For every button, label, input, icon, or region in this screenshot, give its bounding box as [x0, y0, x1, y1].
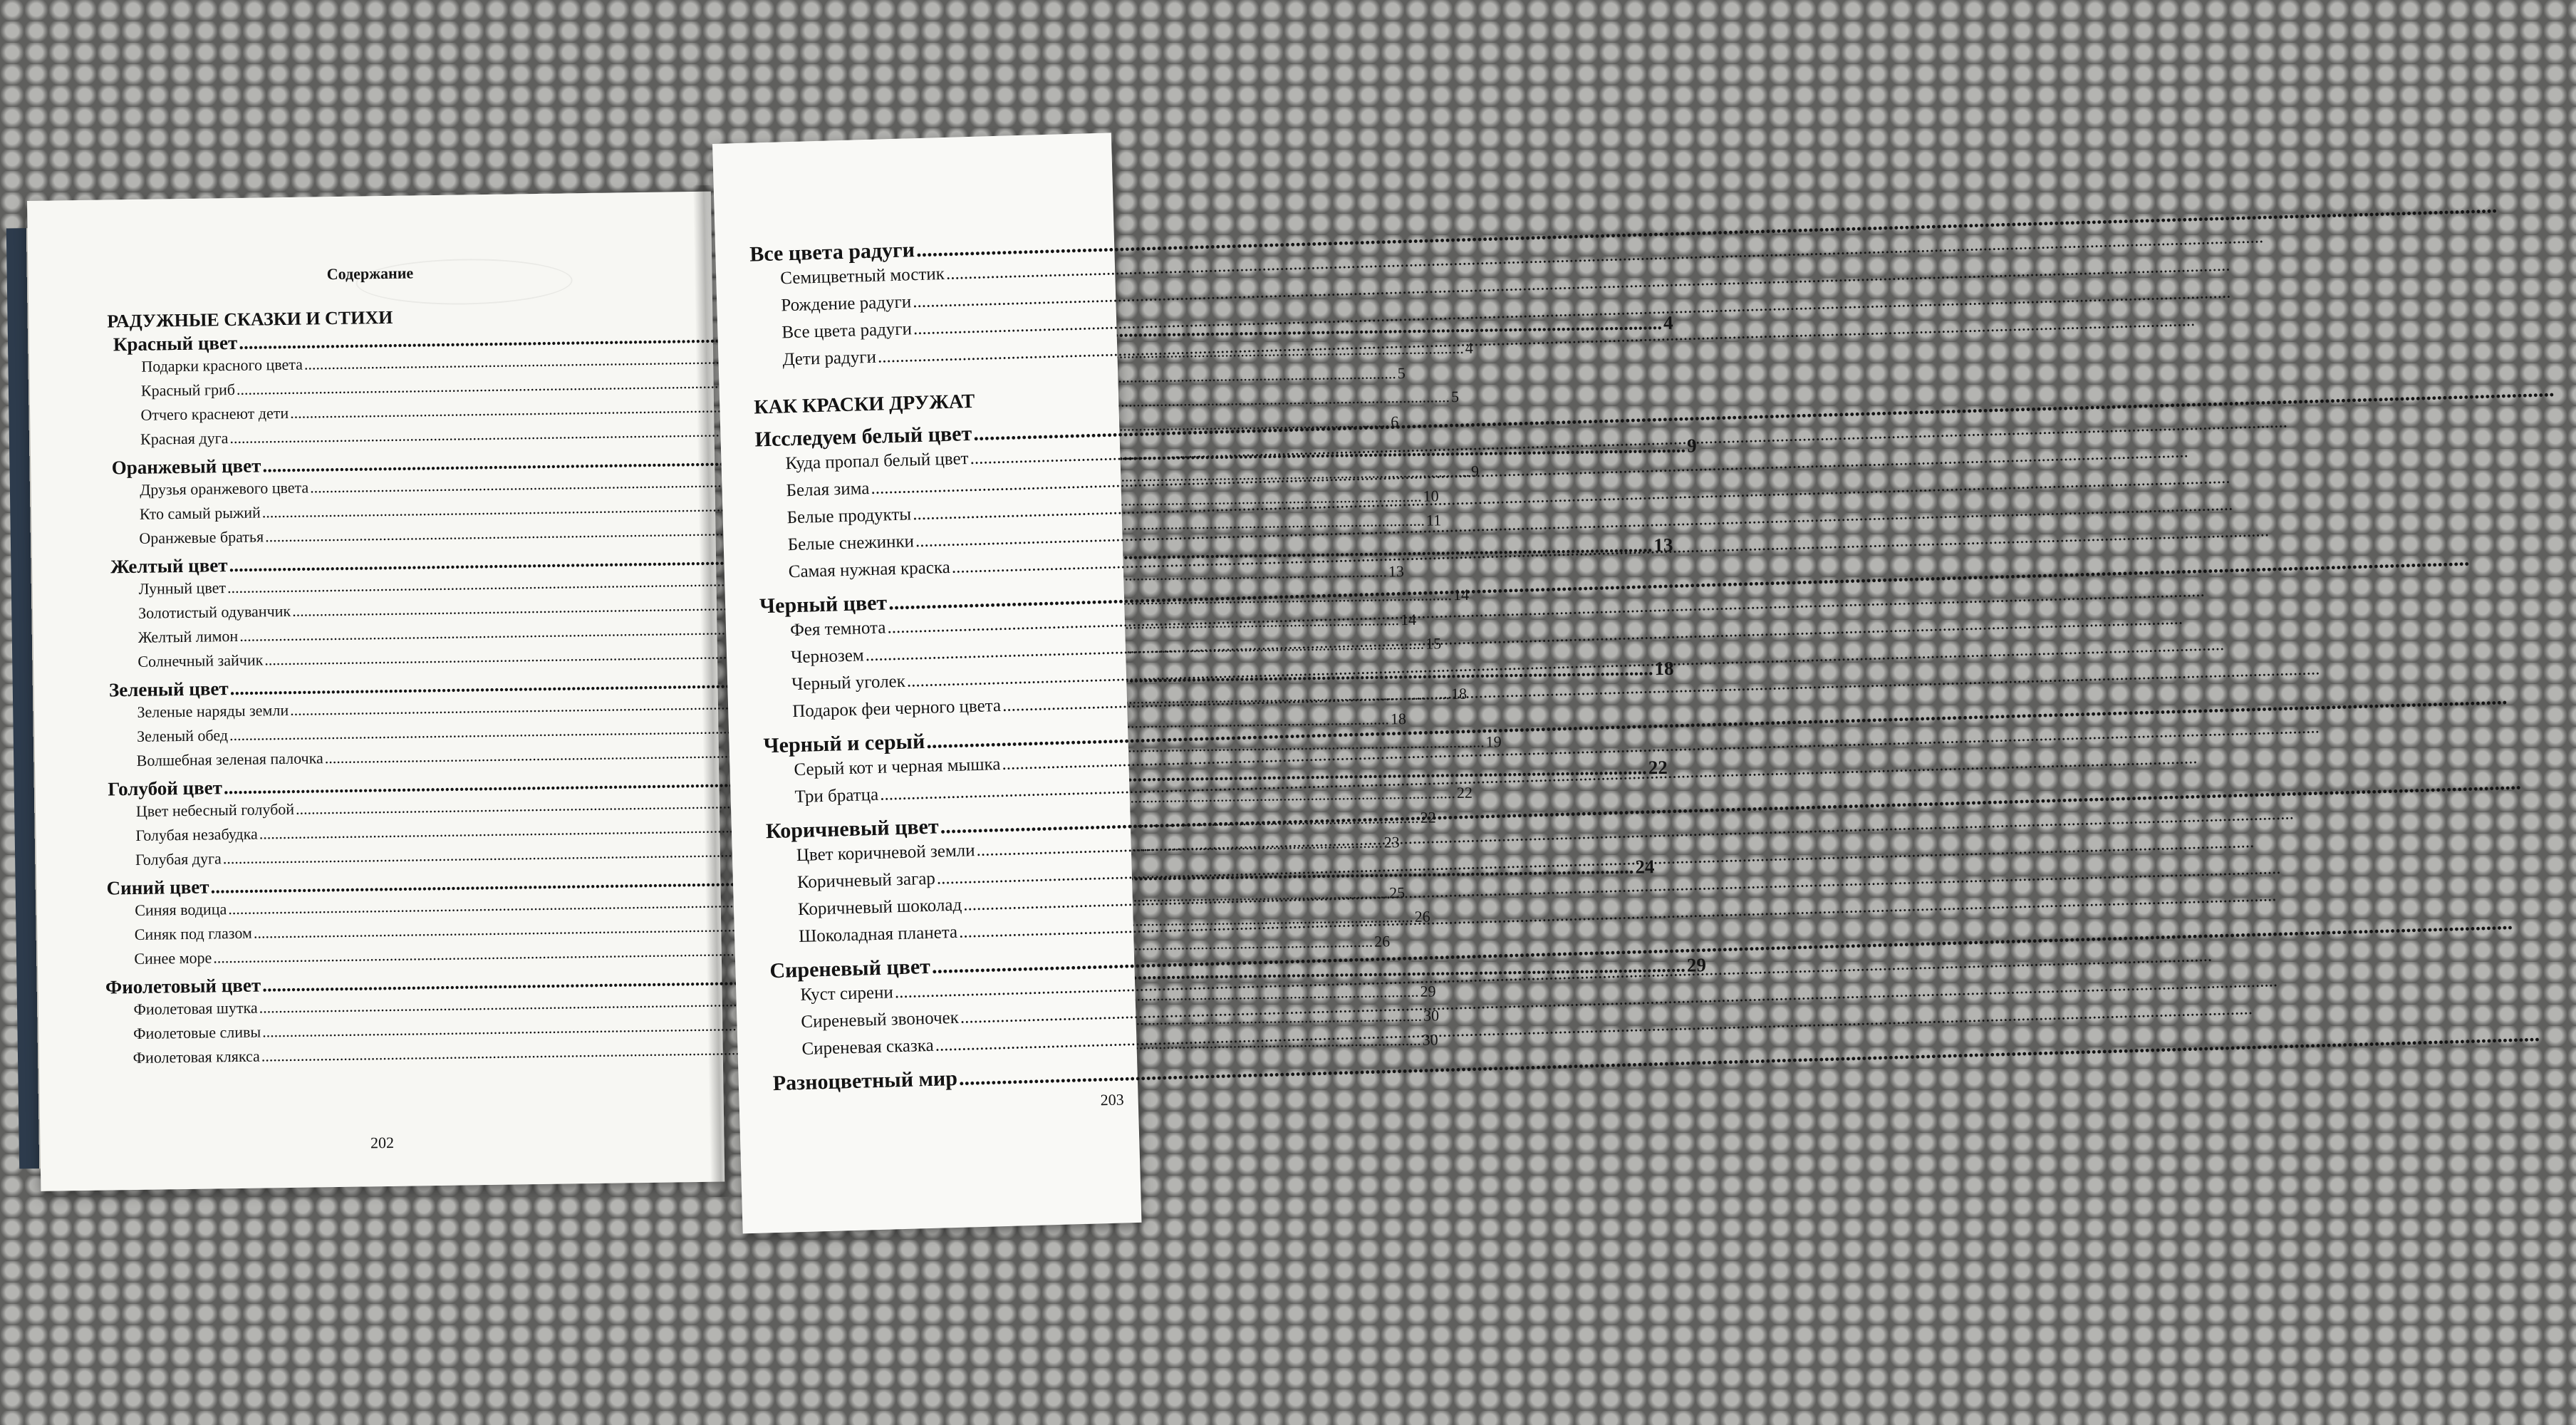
entry-title: Чернозем [790, 646, 865, 668]
toc-subentry [792, 693, 1128, 722]
toc-subentry [786, 499, 1122, 528]
toc-subentry [786, 472, 1121, 501]
toc-subentry [782, 341, 1118, 370]
entry-title: Серый кот и черная мышка [794, 755, 1001, 780]
entry-title: Друзья оранжевого цвета [140, 478, 309, 499]
entry-page-number: 4 [1465, 338, 1473, 357]
entry-title: Коричневый шоколад [797, 895, 962, 920]
entry-page-number: 22 [1420, 808, 1436, 826]
entry-title: Черный уголек [791, 671, 906, 695]
page-number: 203 [1100, 1090, 1125, 1109]
right-toc-list [715, 232, 1114, 1096]
toc-subentry [791, 638, 1126, 668]
toc-subentry [781, 286, 1116, 316]
entry-page-number: 4 [1663, 311, 1673, 333]
entry-title: Фиолетовый цвет [105, 974, 261, 998]
entry-title: Зеленые наряды земли [137, 700, 289, 721]
entry-title: Черный цвет [759, 591, 888, 618]
entry-page-number: 30 [1422, 1030, 1438, 1049]
entry-title: Желтый цвет [110, 554, 228, 578]
entry-title: Все цвета радуги [749, 238, 915, 266]
toc-title: Содержание [326, 264, 414, 284]
entry-page-number: 11 [1425, 511, 1442, 529]
entry-title: Сиреневая сказка [801, 1035, 934, 1059]
entry-title: Лунный цвет [138, 579, 227, 598]
entry-title: Оранжевый цвет [111, 455, 261, 479]
entry-title: Синий цвет [106, 876, 209, 899]
entry-title: Подарки красного цвета [141, 355, 303, 375]
toc-subentry [798, 891, 1133, 920]
toc-subentry [781, 314, 1117, 343]
entry-title: Рождение радуги [780, 292, 912, 316]
toc-section-heading [754, 386, 1119, 419]
entry-title: Дети радуги [782, 347, 877, 370]
entry-title: Красный гриб [140, 380, 236, 400]
entry-title: Голубая незабудка [135, 824, 258, 844]
entry-title: Белые снежинки [787, 532, 915, 555]
entry-title: Самая нужная краска [788, 557, 951, 582]
entry-title: Оранжевые братья [139, 527, 264, 547]
entry-title: Голубая дуга [135, 849, 222, 869]
entry-title: Сиреневый цвет [769, 954, 931, 983]
entry-title: Белая зима [786, 479, 870, 501]
entry-title: Голубой цвет [108, 777, 223, 800]
entry-page-number: 23 [1383, 833, 1400, 851]
entry-title: Синее море [134, 948, 212, 968]
entry-page-number: 9 [1470, 462, 1480, 480]
toc-subentry [801, 1030, 1137, 1059]
entry-title: Синяк под глазом [134, 923, 253, 943]
entry-page-number: 26 [1414, 907, 1430, 926]
page-number: 202 [370, 1133, 395, 1152]
entry-page-number: 29 [1686, 954, 1707, 976]
toc-subentry [787, 526, 1123, 555]
entry-page-number: 13 [1388, 562, 1405, 581]
entry-page-number: 22 [1648, 756, 1668, 779]
entry-page-number: 25 [1388, 884, 1406, 902]
toc-section-heading [107, 307, 393, 333]
entry-page-number: 18 [1390, 710, 1407, 728]
entry-title: Зеленый цвет [108, 678, 229, 701]
entry-title: Волшебная зеленая палочка [136, 749, 323, 770]
entry-title: Три братца [794, 784, 879, 807]
toc-chapter-entry [772, 1062, 1138, 1096]
entry-title: Подарок феи черного цвета [791, 696, 1002, 722]
toc-subentry [801, 1003, 1136, 1032]
entry-page-number: 22 [1456, 783, 1473, 802]
entry-title: Красная дуга [140, 429, 229, 448]
entry-title: Фиолетовые сливы [133, 1022, 261, 1043]
entry-page-number: 30 [1423, 1006, 1440, 1025]
entry-title: Куст сирени [800, 983, 894, 1005]
entry-page-number: 29 [1420, 982, 1436, 1000]
entry-title: Красный цвет [113, 331, 238, 356]
entry-title: Желтый лимон [137, 626, 239, 646]
entry-page-number: 9 [1686, 435, 1697, 457]
entry-title: Коричневый загар [796, 869, 936, 893]
entry-title: Белые продукты [786, 504, 912, 528]
entry-title: Цвет коричневой земли [796, 841, 975, 866]
entry-title: Фиолетовая шутка [133, 998, 258, 1019]
toc-subentry [791, 665, 1127, 695]
entry-page-number: 5 [1450, 387, 1460, 406]
entry-title: Шоколадная планета [798, 922, 958, 947]
entry-page-number: 18 [1654, 657, 1674, 680]
entry-page-number: 18 [1450, 684, 1468, 703]
right-page [712, 133, 1142, 1233]
entry-page-number: 10 [1423, 487, 1439, 505]
entry-title: Разноцветный мир [772, 1066, 958, 1096]
entry-title: Золотистый одуванчик [138, 601, 291, 622]
entry-page-number: 14 [1400, 610, 1417, 629]
entry-page-number: 13 [1653, 534, 1673, 556]
entry-title: Фея темнота [789, 618, 886, 641]
entry-title: Сиреневый звоночек [801, 1007, 960, 1032]
entry-title: Семицветный мостик [779, 264, 945, 289]
entry-page-number: 5 [1397, 364, 1406, 383]
section-title: РАДУЖНЫЕ СКАЗКИ И СТИХИ [107, 306, 393, 332]
entry-page-number: 6 [1391, 413, 1399, 431]
toc-subentry [788, 553, 1123, 582]
entry-page-number: 15 [1425, 634, 1442, 653]
toc-subentry [799, 918, 1134, 947]
entry-title: Фиолетовая клякса [133, 1047, 260, 1067]
entry-title: Исследуем белый цвет [754, 421, 972, 452]
entry-title: Черный и серый [763, 730, 925, 758]
entry-title: Синяя водица [135, 900, 227, 919]
entry-page-number: 26 [1373, 932, 1391, 950]
entry-title: Отчего краснеют дети [140, 403, 289, 424]
toc-subentry [794, 778, 1130, 807]
entry-title: Зеленый обед [136, 726, 229, 745]
entry-page-number: 14 [1453, 585, 1470, 604]
entry-title: КАК КРАСКИ ДРУЖАТ [753, 390, 975, 419]
entry-title: Все цвета радуги [781, 319, 913, 343]
entry-page-number: 19 [1485, 732, 1502, 751]
entry-title: Коричневый цвет [765, 814, 940, 844]
entry-page-number: 24 [1635, 856, 1655, 878]
entry-title: Куда пропал белый цвет [785, 449, 969, 474]
toc-subentry [797, 864, 1133, 893]
entry-title: Кто самый рыжий [139, 503, 261, 523]
entry-title: Солнечный зайчик [137, 651, 264, 670]
entry-title: Цвет небесный голубой [135, 799, 295, 820]
